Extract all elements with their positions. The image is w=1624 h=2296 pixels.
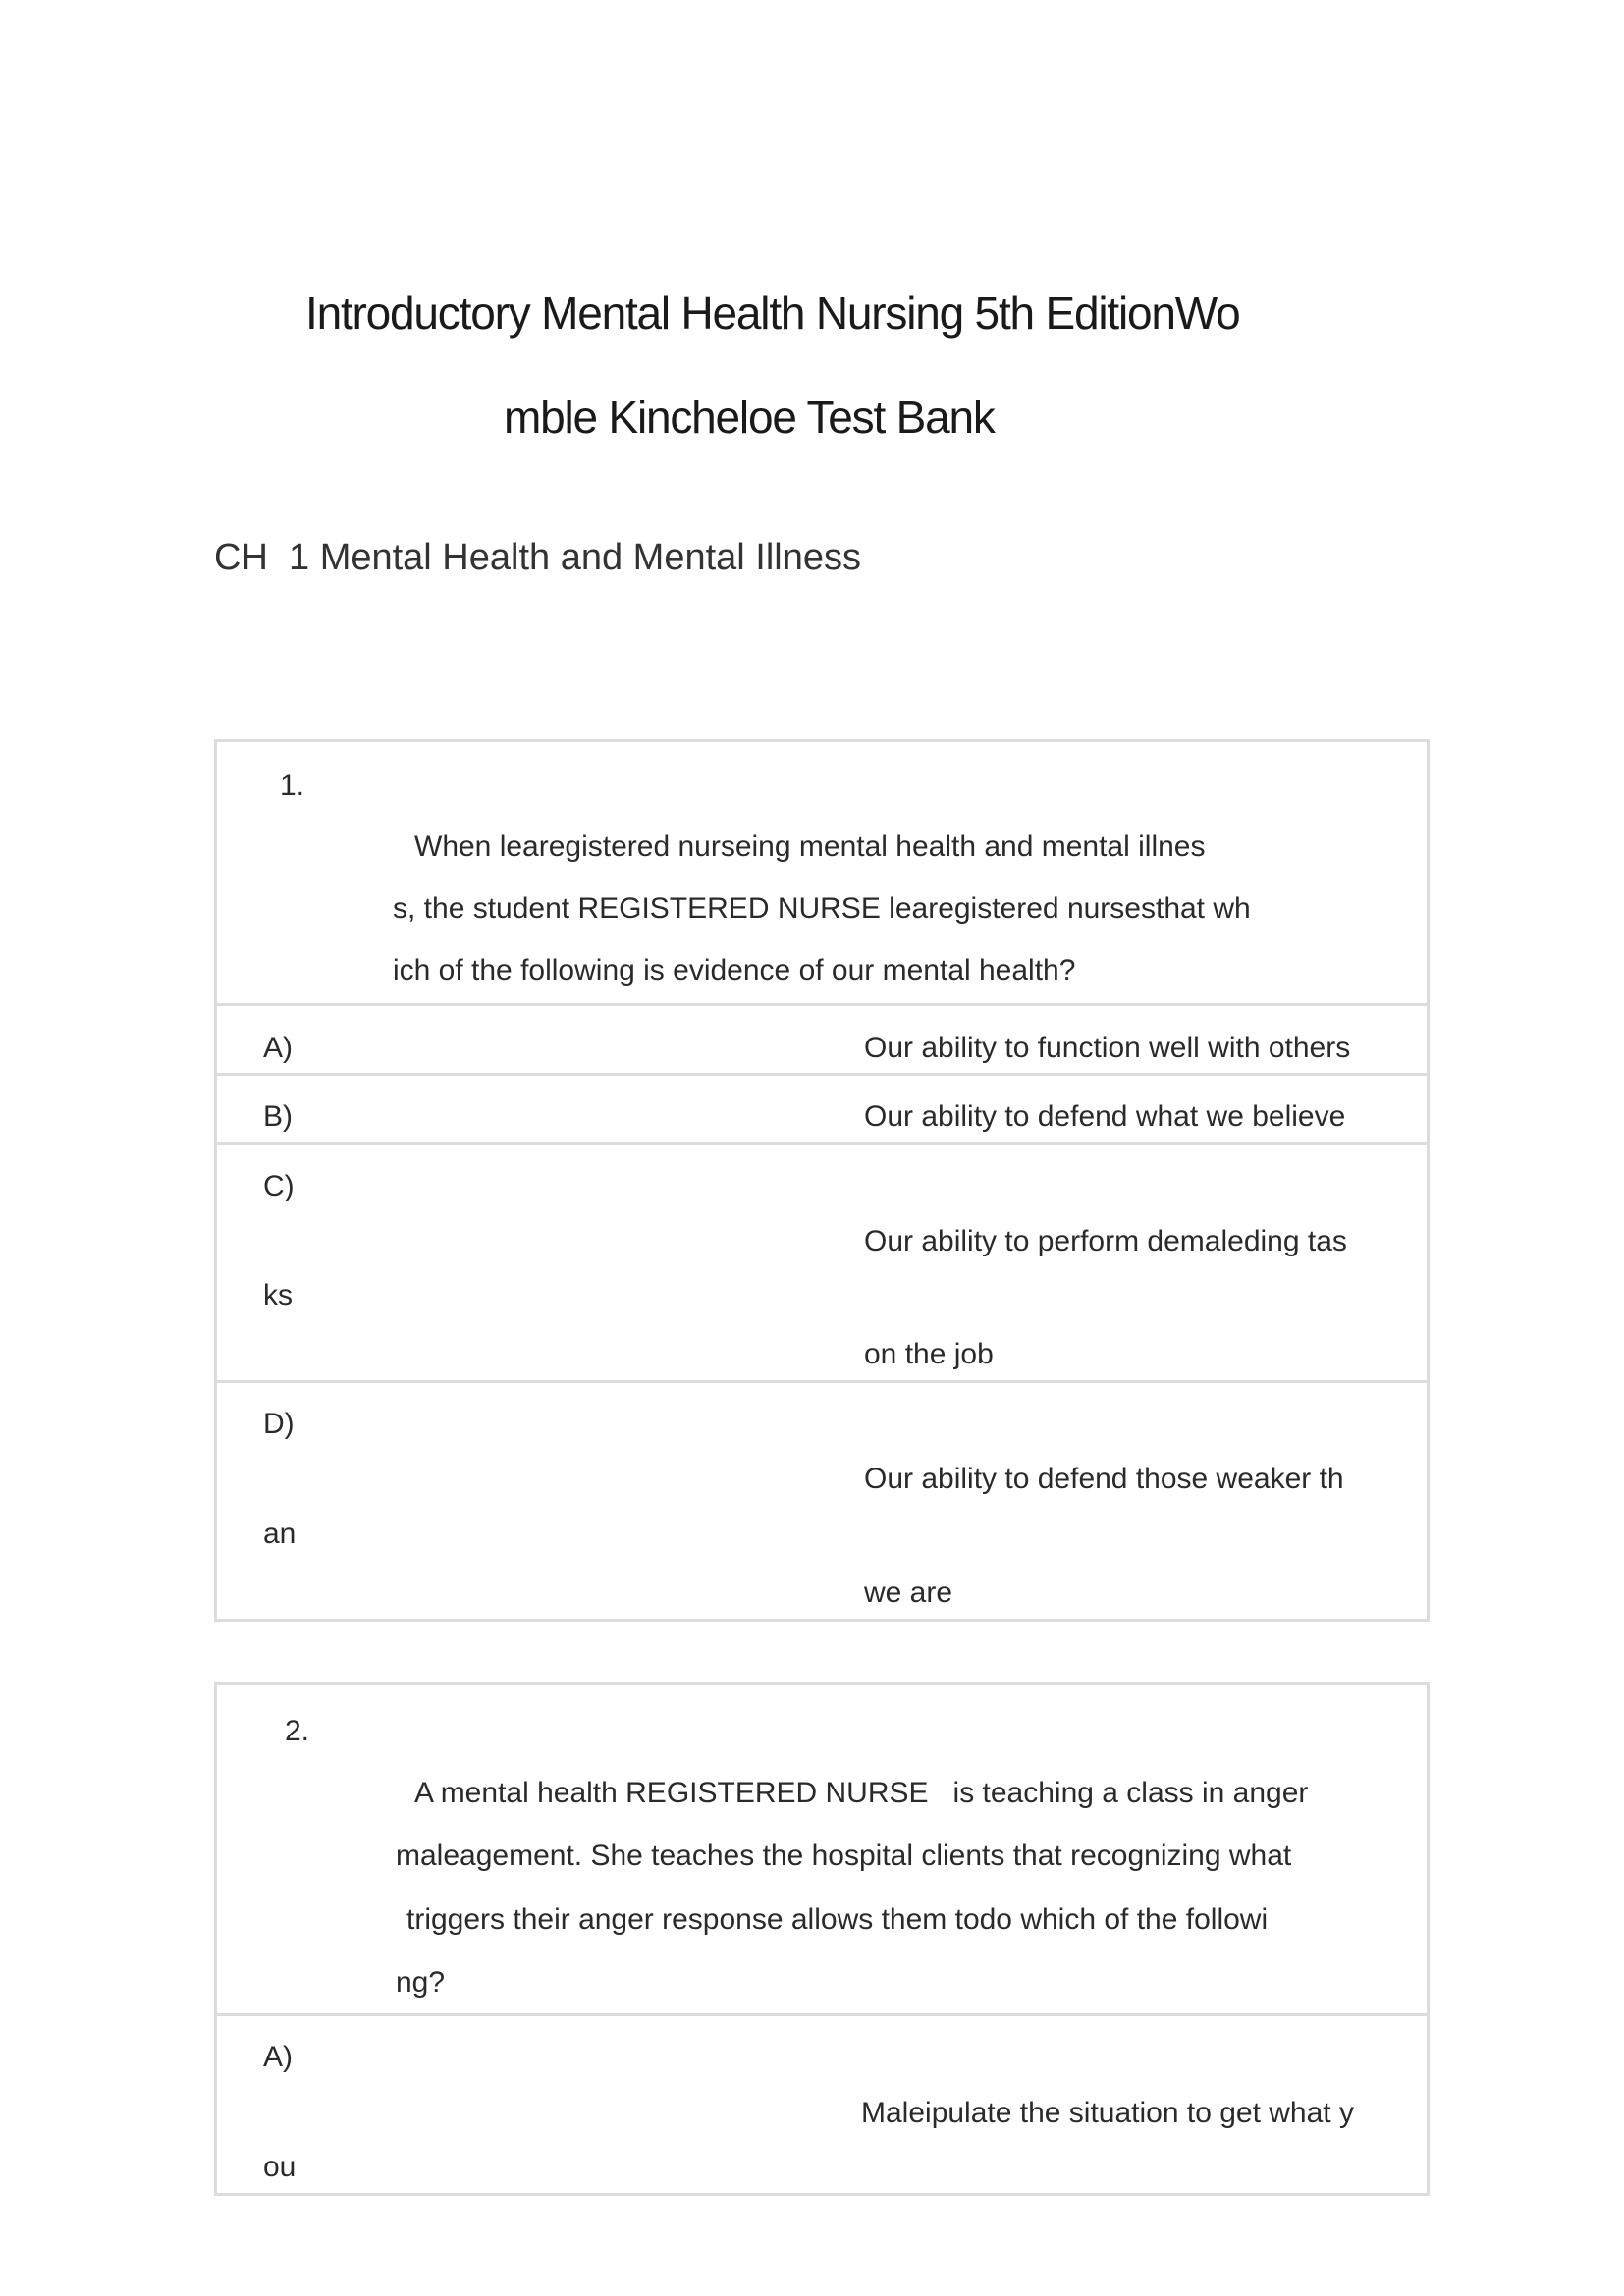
option-text-wrap: ks	[263, 1279, 293, 1311]
question-text-line: triggers their anger response allows them todo which of the followi	[406, 1903, 1269, 1936]
option-text: Our ability to perform demaleding tas	[864, 1225, 1347, 1257]
option-letter: A)	[263, 2041, 293, 2073]
option-text: on the job	[864, 1338, 994, 1370]
option-letter: A)	[263, 1032, 293, 1064]
option-text: Our ability to defend what we believe	[864, 1100, 1346, 1133]
question-text-line: A mental health REGISTERED NURSE is teaching a class in anger	[414, 1777, 1309, 1809]
divider	[214, 1142, 1430, 1145]
chapter-heading: CH 1 Mental Health and Mental Illness	[214, 537, 861, 578]
document-title-line-2: mble Kincheloe Test Bank	[504, 392, 995, 443]
question-text-line: s, the student REGISTERED NURSE learegistered nursesthat wh	[393, 892, 1251, 925]
option-text-wrap: ou	[263, 2151, 297, 2183]
option-text: Our ability to function well with others	[864, 1032, 1351, 1064]
divider	[214, 1073, 1430, 1076]
divider	[214, 1003, 1430, 1006]
document-title-line-1: Introductory Mental Health Nursing 5th EditionWo	[305, 288, 1240, 339]
option-text: we are	[864, 1576, 953, 1609]
option-letter: D)	[263, 1408, 295, 1440]
question-number: 2.	[285, 1715, 310, 1747]
option-letter: C)	[263, 1170, 295, 1202]
question-number: 1.	[280, 770, 305, 802]
divider	[214, 1380, 1430, 1383]
question-text-line: maleagement. She teaches the hospital clients that recognizing what	[396, 1840, 1292, 1872]
option-text: Maleipulate the situation to get what y	[861, 2097, 1354, 2129]
question-text-line: ich of the following is evidence of our mental health?	[393, 954, 1076, 987]
option-letter: B)	[263, 1100, 293, 1133]
question-text-line: ng?	[396, 1966, 446, 1999]
option-text-wrap: an	[263, 1518, 297, 1550]
option-text: Our ability to defend those weaker th	[864, 1463, 1344, 1495]
divider	[214, 2013, 1430, 2016]
question-text-line: When learegistered nurseing mental health and mental illnes	[414, 830, 1206, 863]
